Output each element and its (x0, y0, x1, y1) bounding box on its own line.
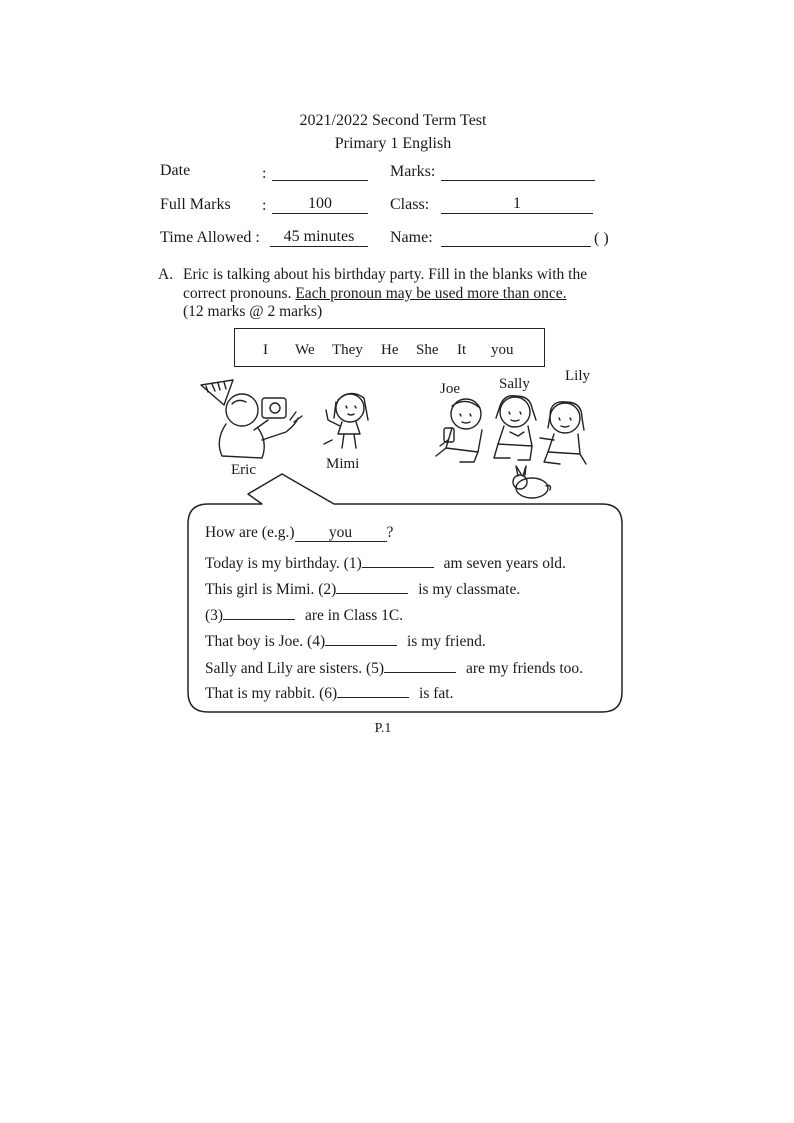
sentence-text: Today is my birthday. (1) (205, 555, 362, 572)
sentence-text: (3) (205, 607, 224, 624)
eric-drawing (201, 380, 302, 458)
sentence-1 (205, 551, 566, 573)
mimi-drawing (324, 393, 368, 448)
date-label: Date (160, 162, 191, 179)
word-bank-item: He (381, 342, 399, 358)
label-joe: Joe (440, 381, 460, 397)
joe-drawing (436, 399, 482, 462)
sentence-text: is fat. (419, 685, 454, 702)
sentence-5 (205, 656, 583, 678)
sentence-6 (205, 681, 453, 703)
example-answer: you (295, 525, 387, 542)
blank-3[interactable] (223, 603, 295, 620)
blank-1[interactable] (362, 551, 434, 568)
sally-drawing (494, 396, 536, 460)
page-number: P.1 (374, 721, 392, 736)
word-bank-item: We (295, 342, 315, 358)
sentence-text: is my classmate. (418, 581, 521, 598)
sentence-example (205, 524, 393, 542)
lily-drawing (540, 402, 586, 464)
word-bank-item: She (416, 342, 439, 358)
sentence-3 (205, 603, 403, 625)
sentence-text: am seven years old. (443, 555, 566, 572)
word-bank-item: you (491, 342, 514, 358)
sentence-text: ? (386, 524, 394, 541)
sentence-2 (205, 577, 520, 599)
sentence-text: That boy is Joe. (4) (205, 633, 326, 650)
label-eric: Eric (231, 462, 256, 478)
test-title: 2021/2022 Second Term Test (299, 112, 487, 129)
marks-label: Marks: (390, 163, 436, 180)
sentence-text: is my friend. (406, 633, 486, 650)
word-bank-item: I (263, 342, 268, 358)
blank-6[interactable] (337, 681, 409, 698)
time-allowed-value: 45 minutes (270, 228, 368, 247)
date-colon: : (262, 165, 267, 182)
sentence-4 (205, 629, 486, 651)
blank-4[interactable] (325, 629, 397, 646)
sentence-text: Sally and Lily are sisters. (5) (205, 660, 385, 677)
full-marks-colon: : (262, 197, 267, 214)
instruction-note: Each pronoun may be used more than once. (295, 285, 567, 302)
class-value: 1 (441, 195, 593, 214)
instruction-part: correct pronouns. (183, 285, 292, 302)
blank-5[interactable] (384, 656, 456, 673)
test-subtitle: Primary 1 English (334, 135, 452, 152)
blank-2[interactable] (336, 577, 408, 594)
time-allowed-label: Time Allowed : (160, 229, 260, 246)
sentence-text: are in Class 1C. (304, 607, 404, 624)
class-label: Class: (390, 196, 430, 213)
instruction-marks: (12 marks @ 2 marks) (183, 303, 323, 320)
label-mimi: Mimi (326, 456, 360, 472)
full-marks-value: 100 (272, 195, 368, 214)
name-label: Name: (390, 229, 433, 246)
full-marks-label: Full Marks (160, 196, 231, 213)
rabbit-drawing (513, 466, 551, 498)
sentence-text: are my friends too. (465, 660, 584, 677)
label-lily: Lily (565, 368, 590, 384)
section-letter: A. (158, 266, 174, 283)
sentence-text: This girl is Mimi. (2) (205, 581, 337, 598)
sentence-text: How are (e.g.) (205, 524, 295, 541)
word-bank-item: It (457, 342, 467, 358)
label-sally: Sally (499, 376, 530, 392)
sentence-text: That is my rabbit. (6) (205, 685, 338, 702)
word-bank-item: They (332, 342, 363, 358)
class-number-bracket[interactable]: ( ) (594, 230, 609, 247)
instruction-line-1: Eric is talking about his birthday party. Fill in the blanks with the (183, 266, 588, 283)
